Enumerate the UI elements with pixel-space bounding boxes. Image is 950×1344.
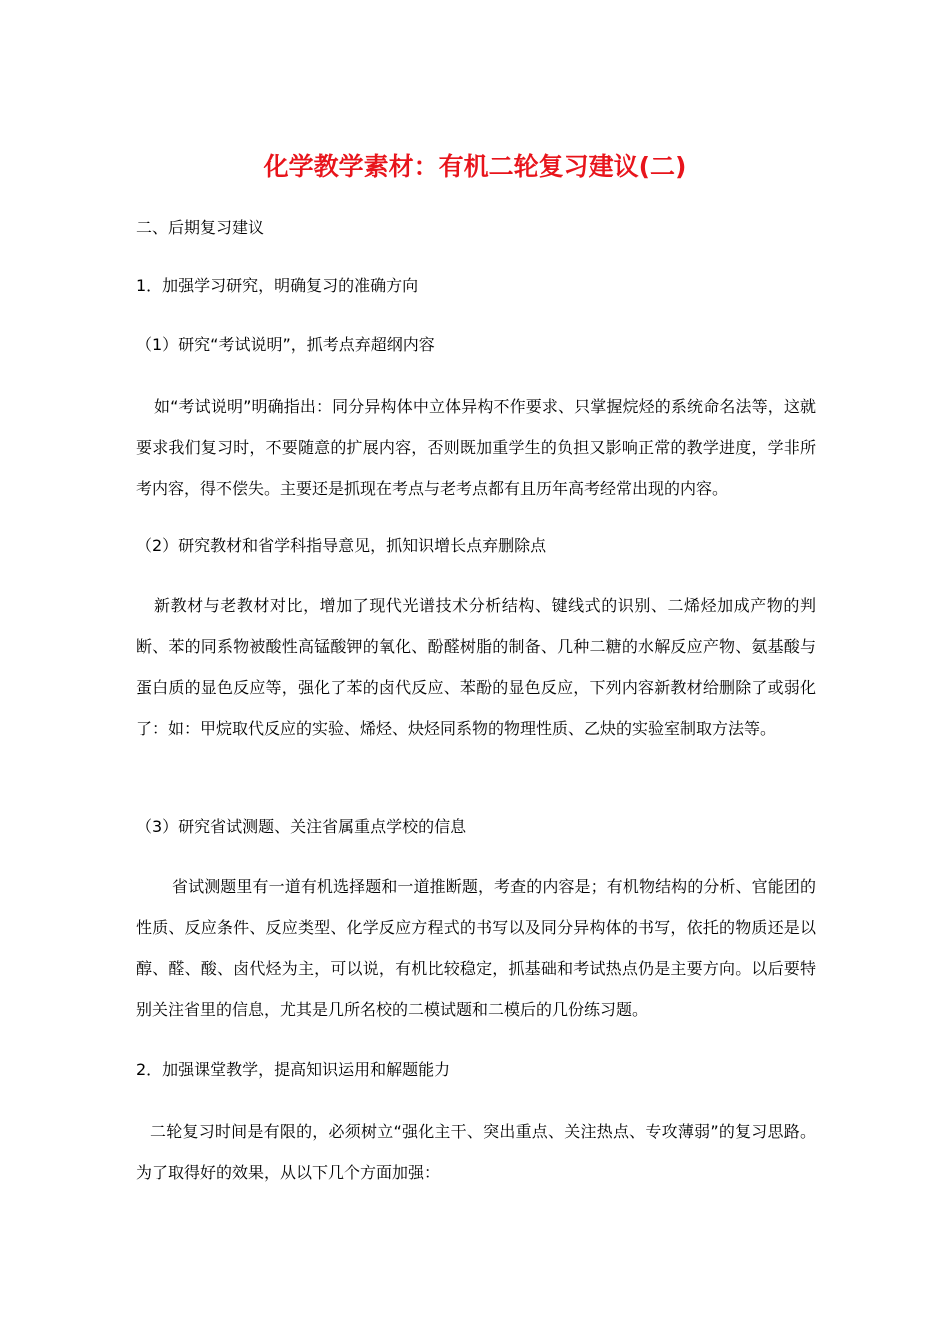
sub3-heading: （3）研究省试测题、关注省属重点学校的信息 [136,817,467,836]
item1-heading: 1．加强学习研究，明确复习的准确方向 [136,276,419,295]
sub2-heading: （2）研究教材和省学科指导意见，抓知识增长点弃删除点 [136,536,547,555]
item2-body: 二轮复习时间是有限的，必须树立“强化主干、突出重点、关注热点、专攻薄弱”的复习思路。为了取得好的效果，从以下几个方面加强： [136,1122,816,1182]
sub2-body: 新教材与老教材对比，增加了现代光谱技术分析结构、键线式的识别、二烯烃加成产物的判断、苯的同系物被酸性高锰酸钾的氧化、酚醛树脂的制备、几种二糖的水解反应产物、氨基酸与蛋白质的显色反应等，强化了苯的卤代反应、苯酚的显色反应，下列内容新教材给删除了或弱化了：如：甲烷取代反应的实验、烯烃、炔烃同系物的物理性质、乙炔的实验室制取方法等。 [136,596,816,738]
sub1-body: 如“考试说明”明确指出：同分异构体中立体异构不作要求、只掌握烷烃的系统命名法等，这就要求我们复习时，不要随意的扩展内容，否则既加重学生的负担又影响正常的教学进度，学非所考内容，得不偿失。主要还是抓现在考点与老考点都有且历年高考经常出现的内容。 [136,397,816,498]
section-heading: 二、后期复习建议 [136,218,265,237]
item2-heading: 2．加强课堂教学，提高知识运用和解题能力 [136,1060,451,1079]
sub1-heading: （1）研究“考试说明”，抓考点弃超纲内容 [136,335,435,354]
document-title: 化学教学素材：有机二轮复习建议(二) [263,152,687,181]
sub3-body: 省试测题里有一道有机选择题和一道推断题，考查的内容是；有机物结构的分析、官能团的性质、反应条件、反应类型、化学反应方程式的书写以及同分异构体的书写，依托的物质还是以醇、醛、酸、卤代烃为主，可以说，有机比较稳定，抓基础和考试热点仍是主要方向。以后要特别关注省里的信息，尤其是几所名校的二模试题和二模后的几份练习题。 [136,877,816,1019]
